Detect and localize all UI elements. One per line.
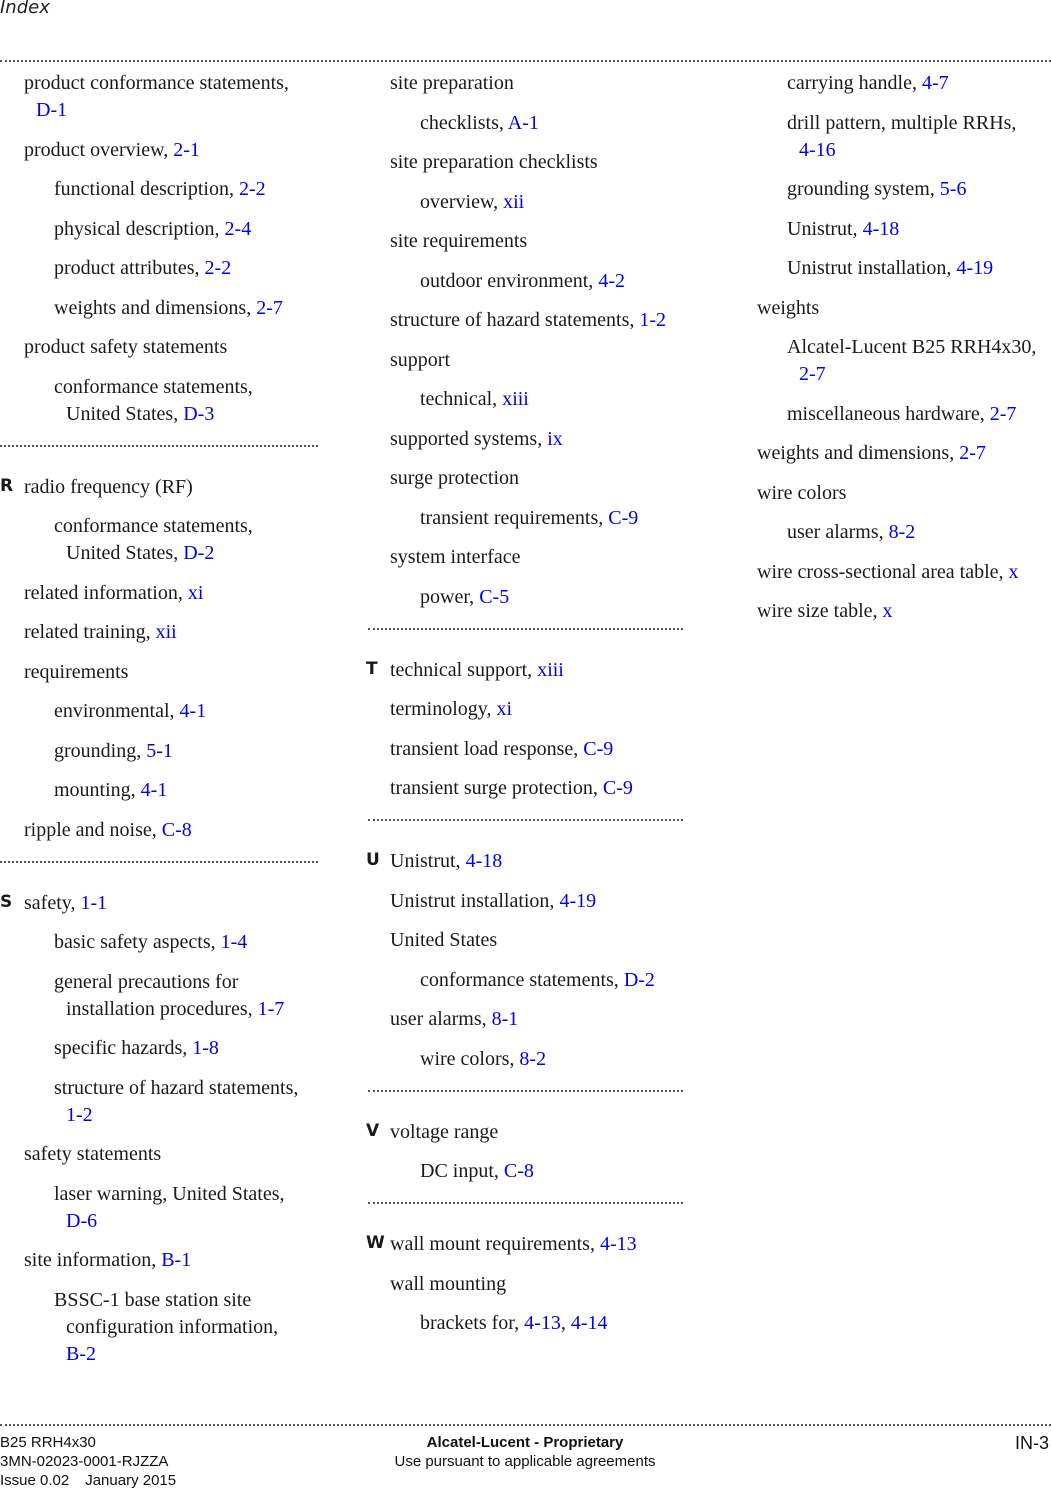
entry-text: wall mount requirements, bbox=[390, 1233, 600, 1255]
footer-issue: Issue 0.02 bbox=[0, 1472, 70, 1489]
entry-line bbox=[390, 426, 683, 453]
index-entry bbox=[24, 216, 318, 243]
page-reference-link[interactable]: 4-16 bbox=[799, 138, 836, 161]
index-entry bbox=[390, 775, 683, 802]
index-entry bbox=[390, 110, 683, 137]
index-entry bbox=[24, 580, 318, 607]
entry-text: technical support, bbox=[390, 658, 538, 681]
page-reference-link[interactable]: 2-7 bbox=[959, 442, 986, 464]
index-entry bbox=[390, 70, 683, 97]
index-entry bbox=[24, 619, 318, 646]
entry-text: transient load response, bbox=[390, 737, 584, 760]
entry-text: site information, bbox=[24, 1249, 162, 1271]
entry-text: physical description, bbox=[54, 217, 225, 240]
entry-line bbox=[54, 1208, 318, 1235]
page-reference-link[interactable]: 2-2 bbox=[238, 178, 266, 200]
index-entry bbox=[390, 696, 683, 723]
section-letter: W bbox=[366, 1233, 385, 1253]
index-entry bbox=[390, 736, 683, 763]
index-entry bbox=[757, 295, 1051, 322]
page-reference-link[interactable]: D-3 bbox=[183, 402, 215, 425]
footer-product: B25 RRH4x30 bbox=[0, 1434, 96, 1451]
entry-line bbox=[24, 1247, 318, 1274]
entry-text: wire cross-sectional area table, bbox=[757, 560, 1009, 583]
entry-text: wire colors, bbox=[420, 1047, 520, 1070]
entry-text: weights and dimensions, bbox=[757, 442, 960, 464]
entry-text: BSSC-1 base station site bbox=[54, 1288, 252, 1311]
page-number: IN-3 bbox=[1014, 1433, 1049, 1453]
page-reference-link[interactable]: 1-8 bbox=[192, 1037, 219, 1059]
entry-line bbox=[54, 1035, 318, 1062]
entry-line bbox=[390, 1271, 683, 1298]
entry-line bbox=[420, 505, 683, 532]
entry-text: product attributes, bbox=[54, 257, 205, 279]
entry-text: transient surge protection, bbox=[390, 777, 603, 799]
entry-text: conformance statements, bbox=[420, 968, 624, 991]
entry-line bbox=[390, 888, 683, 915]
section-divider bbox=[368, 819, 683, 821]
entry-line bbox=[54, 216, 318, 243]
index-entry bbox=[757, 401, 1051, 428]
entry-text: site preparation bbox=[390, 72, 514, 94]
entry-text: ripple and noise, bbox=[24, 818, 162, 841]
page-reference-link[interactable]: B-2 bbox=[66, 1342, 96, 1365]
page-reference-link[interactable]: 4-18 bbox=[862, 217, 900, 240]
entry-line bbox=[787, 137, 1051, 164]
index-entry bbox=[366, 1231, 683, 1258]
entry-text: United States, bbox=[66, 542, 184, 564]
entry-text: site requirements bbox=[390, 230, 528, 252]
entry-text: functional description, bbox=[54, 178, 239, 200]
header-divider bbox=[0, 60, 1051, 62]
page-reference-link[interactable]: xiii bbox=[537, 658, 564, 681]
entry-line bbox=[787, 519, 1051, 546]
entry-line bbox=[420, 110, 683, 137]
index-entry bbox=[24, 176, 318, 203]
entry-line bbox=[420, 386, 683, 413]
entry-line bbox=[54, 374, 318, 401]
entry-line bbox=[787, 361, 1051, 388]
entry-text: technical, bbox=[420, 388, 503, 410]
entry-line bbox=[390, 657, 683, 684]
section-letter: S bbox=[0, 891, 13, 912]
entry-text: requirements bbox=[24, 660, 129, 683]
entry-text: site preparation checklists bbox=[390, 151, 598, 173]
entry-text: specific hazards, bbox=[54, 1037, 193, 1059]
page-reference-link[interactable]: xi bbox=[187, 581, 204, 604]
entry-line bbox=[420, 189, 683, 216]
page-reference-link[interactable]: D-2 bbox=[623, 968, 655, 991]
section-divider bbox=[0, 861, 318, 863]
entry-line bbox=[54, 255, 318, 282]
page-reference-link[interactable]: C-5 bbox=[479, 585, 510, 608]
entry-text: Unistrut, bbox=[390, 850, 466, 872]
entry-text: support bbox=[390, 348, 450, 371]
entry-text: terminology, bbox=[390, 698, 497, 720]
index-entry bbox=[24, 817, 318, 844]
entry-text: grounding, bbox=[54, 739, 147, 762]
entry-line bbox=[54, 176, 318, 203]
index-column-2 bbox=[366, 70, 683, 1350]
page-reference-link[interactable]: xiii bbox=[502, 388, 529, 410]
entry-line bbox=[54, 929, 318, 956]
entry-line bbox=[420, 1158, 683, 1185]
index-entry bbox=[757, 559, 1051, 586]
entry-text: wire size table, bbox=[757, 600, 883, 622]
entry-line bbox=[390, 465, 683, 492]
index-entry bbox=[24, 1287, 318, 1368]
page-reference-link[interactable]: 5-1 bbox=[146, 739, 173, 762]
page-reference-link[interactable]: C-9 bbox=[602, 777, 633, 799]
entry-line bbox=[390, 70, 683, 97]
entry-line bbox=[787, 216, 1051, 243]
index-entry bbox=[390, 307, 683, 334]
entry-line bbox=[54, 738, 318, 765]
index-entry bbox=[24, 137, 318, 164]
index-entry bbox=[24, 334, 318, 361]
page-reference-link[interactable]: 2-7 bbox=[799, 363, 826, 385]
page-reference-link[interactable]: C-8 bbox=[161, 818, 192, 841]
page-reference-link[interactable]: 5-6 bbox=[939, 178, 967, 200]
entry-line bbox=[787, 176, 1051, 203]
page-reference-link[interactable]: xii bbox=[155, 621, 177, 643]
entry-text: wire colors bbox=[757, 481, 847, 504]
index-entry bbox=[390, 228, 683, 255]
index-entry bbox=[24, 969, 318, 1023]
index-entry bbox=[24, 513, 318, 567]
entry-text: weights and dimensions, bbox=[54, 296, 257, 319]
entry-line bbox=[24, 619, 318, 646]
entry-text: related training, bbox=[24, 621, 156, 643]
index-entry bbox=[24, 1141, 318, 1168]
entry-line bbox=[54, 969, 318, 996]
entry-text: power, bbox=[420, 585, 480, 608]
index-entry bbox=[757, 598, 1051, 625]
entry-text: drill pattern, multiple RRHs, bbox=[787, 111, 1017, 134]
entry-text: related information, bbox=[24, 581, 188, 604]
entry-text: conformance statements, bbox=[54, 515, 253, 537]
entry-line bbox=[24, 580, 318, 607]
page-reference-link[interactable]: 1-7 bbox=[257, 997, 285, 1020]
page-reference-link[interactable]: D-2 bbox=[183, 542, 215, 564]
index-entry bbox=[24, 738, 318, 765]
index-entry bbox=[366, 848, 683, 875]
entry-line bbox=[420, 584, 683, 611]
page-reference-link[interactable]: 4-19 bbox=[559, 889, 597, 912]
index-entry bbox=[757, 519, 1051, 546]
footer-center bbox=[330, 1433, 720, 1471]
entry-line bbox=[390, 1006, 683, 1033]
entry-text: Alcatel-Lucent B25 RRH4x30, bbox=[787, 336, 1037, 358]
index-entry bbox=[390, 149, 683, 176]
page-reference-link[interactable]: D-6 bbox=[66, 1209, 98, 1232]
index-column-3 bbox=[757, 70, 1051, 638]
page-reference-link[interactable]: 2-7 bbox=[989, 402, 1017, 425]
page-reference-link[interactable]: 8-1 bbox=[491, 1008, 519, 1030]
index-entry bbox=[24, 374, 318, 428]
page-reference-link[interactable]: 4-1 bbox=[140, 779, 168, 801]
entry-line bbox=[54, 1102, 318, 1129]
footer-agreement: Use pursuant to applicable agreements bbox=[394, 1453, 656, 1470]
entry-text: weights bbox=[757, 296, 820, 319]
entry-text: installation procedures, bbox=[66, 997, 258, 1020]
entry-line bbox=[24, 1141, 318, 1168]
section-letter: R bbox=[0, 475, 14, 496]
running-header: Index bbox=[0, 0, 50, 18]
index-entry bbox=[390, 1006, 683, 1033]
entry-text: radio frequency (RF) bbox=[24, 475, 193, 498]
index-entry bbox=[390, 1271, 683, 1298]
page-reference-link[interactable]: 8-2 bbox=[519, 1047, 547, 1070]
index-entry bbox=[390, 967, 683, 994]
entry-text: carrying handle, bbox=[787, 72, 922, 94]
entry-text: product overview, bbox=[24, 138, 174, 161]
entry-text: United States bbox=[390, 929, 498, 951]
entry-line bbox=[54, 1314, 318, 1341]
entry-line bbox=[390, 1231, 683, 1258]
entry-line bbox=[757, 559, 1051, 586]
index-entry bbox=[390, 888, 683, 915]
index-entry bbox=[390, 1158, 683, 1185]
index-entry bbox=[366, 657, 683, 684]
entry-text: wall mounting bbox=[390, 1272, 507, 1295]
index-entry bbox=[390, 426, 683, 453]
page-reference-link[interactable]: C-9 bbox=[608, 506, 639, 529]
entry-line bbox=[390, 696, 683, 723]
page-reference-link[interactable]: 4-2 bbox=[598, 269, 625, 292]
page-reference-link[interactable]: 2-4 bbox=[224, 217, 252, 240]
entry-text: miscellaneous hardware, bbox=[787, 402, 990, 425]
entry-line bbox=[54, 996, 318, 1023]
page-reference-link[interactable]: 2-2 bbox=[204, 257, 232, 279]
index-entry bbox=[757, 480, 1051, 507]
page-reference-link[interactable]: 4-7 bbox=[921, 72, 949, 94]
index-entry bbox=[757, 216, 1051, 243]
entry-line bbox=[54, 513, 318, 540]
page-reference-link[interactable]: 4-19 bbox=[956, 257, 994, 279]
index-entry bbox=[390, 1310, 683, 1337]
page-reference-link[interactable]: 4-13 bbox=[524, 1312, 561, 1334]
index-entry bbox=[24, 295, 318, 322]
entry-line bbox=[24, 890, 318, 917]
entry-line bbox=[420, 967, 683, 994]
index-column-1 bbox=[0, 70, 318, 1380]
entry-text: product safety statements bbox=[24, 336, 228, 358]
page-reference-link[interactable]: C-9 bbox=[583, 737, 614, 760]
section-divider bbox=[368, 1202, 683, 1204]
index-entry bbox=[390, 189, 683, 216]
entry-line bbox=[420, 1046, 683, 1073]
page-reference-link[interactable]: 4-18 bbox=[465, 850, 503, 872]
page-reference-link[interactable]: D-1 bbox=[36, 99, 68, 121]
entry-line bbox=[420, 268, 683, 295]
entry-line bbox=[24, 817, 318, 844]
index-entry bbox=[24, 1035, 318, 1062]
index-entry bbox=[757, 255, 1051, 282]
index-entry bbox=[24, 698, 318, 725]
index-entry bbox=[757, 110, 1051, 164]
entry-text: Unistrut, bbox=[787, 217, 863, 240]
entry-text: safety statements bbox=[24, 1143, 162, 1165]
footer-date: January 2015 bbox=[85, 1472, 177, 1489]
entry-text: surge protection bbox=[390, 467, 520, 489]
page-reference-link[interactable]: 2-1 bbox=[173, 138, 200, 161]
entry-text: structure of hazard statements, bbox=[54, 1076, 299, 1099]
entry-text: structure of hazard statements, bbox=[390, 309, 640, 331]
section-divider bbox=[368, 1090, 683, 1092]
index-entry bbox=[757, 70, 1051, 97]
entry-line bbox=[757, 480, 1051, 507]
entry-text: transient requirements, bbox=[420, 506, 609, 529]
entry-line bbox=[787, 401, 1051, 428]
page-reference-link[interactable]: A-1 bbox=[507, 111, 539, 134]
entry-text: environmental, bbox=[54, 700, 180, 722]
page-reference-link[interactable]: 4-13 bbox=[599, 1233, 637, 1255]
index-entry bbox=[24, 777, 318, 804]
index-entry bbox=[757, 334, 1051, 388]
page-reference-link[interactable]: x bbox=[882, 600, 893, 622]
entry-text: user alarms, bbox=[390, 1008, 492, 1030]
entry-text: grounding system, bbox=[787, 178, 940, 200]
entry-text: supported systems, bbox=[390, 427, 548, 450]
entry-text: brackets for, bbox=[420, 1312, 525, 1334]
entry-line bbox=[787, 110, 1051, 137]
entry-line bbox=[390, 848, 683, 875]
page-reference-link[interactable]: 1-2 bbox=[639, 309, 667, 331]
entry-text: laser warning, United States, bbox=[54, 1182, 285, 1205]
page-reference-link[interactable]: ix bbox=[547, 427, 563, 450]
index-entry bbox=[24, 255, 318, 282]
page-reference-link[interactable]: 2-7 bbox=[256, 296, 283, 319]
entry-text: mounting, bbox=[54, 779, 141, 801]
index-entry bbox=[24, 1181, 318, 1235]
page-reference-link[interactable]: 4-1 bbox=[179, 700, 207, 722]
page-reference-link[interactable]: xi bbox=[496, 698, 513, 720]
index-entry bbox=[24, 929, 318, 956]
section-letter: T bbox=[366, 658, 378, 679]
index-entry bbox=[390, 347, 683, 374]
page-reference-link[interactable]: x bbox=[1008, 560, 1019, 583]
page-reference-link[interactable]: xii bbox=[503, 190, 525, 213]
page-reference-link[interactable]: 4-14 bbox=[570, 1312, 608, 1334]
page-reference-link[interactable]: B-1 bbox=[161, 1249, 192, 1271]
entry-text: conformance statements, bbox=[54, 375, 253, 398]
entry-text: general precautions for bbox=[54, 970, 239, 993]
entry-text: Unistrut installation, bbox=[390, 889, 560, 912]
index-entry bbox=[24, 1247, 318, 1274]
page-reference-link[interactable]: 1-4 bbox=[220, 931, 248, 953]
entry-text: product conformance statements, bbox=[24, 72, 289, 94]
entry-line bbox=[757, 598, 1051, 625]
entry-line bbox=[24, 334, 318, 361]
entry-line bbox=[390, 149, 683, 176]
entry-line bbox=[390, 307, 683, 334]
entry-text: configuration information, bbox=[66, 1315, 279, 1338]
index-entry bbox=[757, 440, 1051, 467]
index-entry bbox=[390, 544, 683, 571]
index-entry bbox=[390, 386, 683, 413]
entry-text: voltage range bbox=[390, 1120, 499, 1143]
index-entry bbox=[0, 890, 318, 917]
entry-text: outdoor environment, bbox=[420, 269, 599, 292]
entry-text: checklists, bbox=[420, 111, 508, 134]
index-entry bbox=[390, 268, 683, 295]
section-divider bbox=[368, 628, 683, 630]
index-entry bbox=[24, 70, 318, 124]
entry-text: Unistrut installation, bbox=[787, 257, 957, 279]
entry-text: system interface bbox=[390, 546, 521, 568]
section-letter: U bbox=[366, 850, 380, 870]
page-reference-link[interactable]: 1-1 bbox=[80, 891, 108, 914]
entry-line bbox=[757, 295, 1051, 322]
section-divider bbox=[0, 445, 318, 447]
entry-text: safety, bbox=[24, 891, 81, 914]
entry-line bbox=[390, 347, 683, 374]
index-entry bbox=[390, 465, 683, 492]
entry-line bbox=[757, 440, 1051, 467]
index-entry bbox=[24, 1075, 318, 1129]
entry-line bbox=[390, 1119, 683, 1146]
entry-line bbox=[54, 1181, 318, 1208]
entry-text: DC input, bbox=[420, 1160, 504, 1182]
footer-divider bbox=[0, 1424, 1051, 1426]
entry-line bbox=[24, 97, 318, 124]
entry-line bbox=[787, 334, 1051, 361]
entry-line bbox=[787, 70, 1051, 97]
entry-line bbox=[54, 1287, 318, 1314]
entry-line bbox=[24, 659, 318, 686]
entry-line bbox=[390, 736, 683, 763]
entry-line bbox=[54, 698, 318, 725]
entry-line bbox=[54, 1341, 318, 1368]
entry-line: brackets for, 4-13, 4-14 bbox=[420, 1312, 608, 1334]
index-entry bbox=[390, 505, 683, 532]
entry-text: United States, bbox=[66, 402, 184, 425]
footer-doc-number: 3MN-02023-0001-RJZZA bbox=[0, 1453, 169, 1470]
entry-line bbox=[24, 474, 318, 501]
index-entry bbox=[0, 474, 318, 501]
footer-proprietary: Alcatel-Lucent - Proprietary bbox=[426, 1434, 624, 1451]
entry-line bbox=[390, 544, 683, 571]
entry-line bbox=[787, 255, 1051, 282]
entry-text: overview, bbox=[420, 190, 504, 213]
entry-line bbox=[390, 775, 683, 802]
entry-line bbox=[54, 540, 318, 567]
entry-line bbox=[54, 295, 318, 322]
index-entry bbox=[757, 176, 1051, 203]
page-reference-link[interactable]: 8-2 bbox=[888, 521, 916, 543]
entry-line bbox=[54, 777, 318, 804]
index-entry bbox=[366, 1119, 683, 1146]
entry-text: basic safety aspects, bbox=[54, 931, 221, 953]
entry-line bbox=[24, 70, 318, 97]
index-entry bbox=[390, 1046, 683, 1073]
entry-line bbox=[54, 401, 318, 428]
index-entry bbox=[390, 584, 683, 611]
section-letter: V bbox=[366, 1120, 380, 1141]
entry-line bbox=[390, 927, 683, 954]
entry-line bbox=[54, 1075, 318, 1102]
entry-line bbox=[390, 228, 683, 255]
entry-line bbox=[24, 137, 318, 164]
index-entry bbox=[24, 659, 318, 686]
index-entry bbox=[390, 927, 683, 954]
footer-left bbox=[0, 1433, 176, 1490]
page-reference-link[interactable]: C-8 bbox=[503, 1160, 534, 1182]
page-reference-link[interactable]: 1-2 bbox=[66, 1103, 93, 1126]
entry-text: user alarms, bbox=[787, 521, 889, 543]
